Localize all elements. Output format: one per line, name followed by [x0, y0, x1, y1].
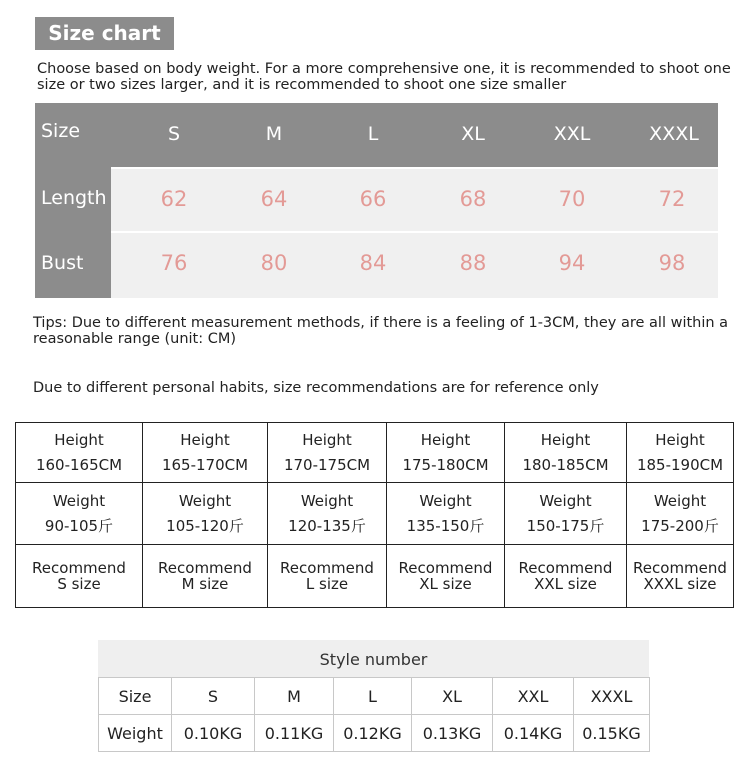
table-row: [99, 678, 650, 715]
size-cell: XXL: [493, 678, 574, 715]
row-divider: [111, 167, 718, 169]
size-cell: XXXL: [574, 678, 650, 715]
row-divider: [111, 231, 718, 233]
weight-cell: Weight 120-135斤: [268, 483, 387, 545]
size-header-cell: S: [167, 123, 181, 145]
size-header-cell: L: [367, 123, 379, 145]
bust-value: 94: [558, 251, 586, 275]
recommendation-table: [15, 422, 734, 608]
table-row: [99, 715, 650, 752]
length-value: 62: [160, 187, 188, 211]
style-number-table: [98, 677, 650, 752]
size-cell: S: [172, 678, 255, 715]
weight-cell: Weight 135-150斤: [387, 483, 505, 545]
height-cell: Height 160-165CM: [16, 423, 143, 483]
weight-cell: 0.14KG: [493, 715, 574, 752]
weight-cell: 0.13KG: [412, 715, 493, 752]
table-row: [16, 423, 734, 483]
length-value: 64: [260, 187, 288, 211]
reference-note: Due to different personal habits, size recommendations are for reference only: [33, 380, 599, 396]
size-chart-title: Size chart: [35, 17, 174, 50]
size-label-cell: Size: [99, 678, 172, 715]
weight-cell: 0.12KG: [334, 715, 412, 752]
bust-value: 76: [160, 251, 188, 275]
length-row-label: Length: [41, 187, 107, 209]
weight-cell: 0.11KG: [255, 715, 334, 752]
weight-cell: 0.10KG: [172, 715, 255, 752]
bust-value: 88: [459, 251, 487, 275]
height-cell: Height 185-190CM: [627, 423, 734, 483]
size-row-label: Size: [35, 103, 111, 167]
height-cell: Height 175-180CM: [387, 423, 505, 483]
bust-row-label: Bust: [41, 252, 84, 274]
intro-text: Choose based on body weight. For a more comprehensive one, it is recommended to shoot one size or two sizes larger, and it is recommended to shoot one size smaller: [37, 61, 731, 93]
style-number-section: [98, 640, 649, 752]
height-cell: Height 180-185CM: [505, 423, 627, 483]
size-header-cell: XL: [461, 123, 485, 145]
table-row: [16, 545, 734, 608]
length-value: 70: [558, 187, 586, 211]
weight-cell: Weight 105-120斤: [143, 483, 268, 545]
length-value: 66: [359, 187, 387, 211]
size-header-cell: XXL: [553, 123, 591, 145]
weight-cell: 0.15KG: [574, 715, 650, 752]
style-number-title: Style number: [98, 640, 649, 677]
recommend-cell: Recommend XXL size: [505, 545, 627, 608]
height-cell: Height 170-175CM: [268, 423, 387, 483]
bust-value: 98: [658, 251, 686, 275]
recommend-cell: Recommend M size: [143, 545, 268, 608]
size-cell: M: [255, 678, 334, 715]
weight-cell: Weight 150-175斤: [505, 483, 627, 545]
size-cell: XL: [412, 678, 493, 715]
size-header-cell: XXXL: [649, 123, 699, 145]
recommend-cell: Recommend XL size: [387, 545, 505, 608]
bust-value: 84: [359, 251, 387, 275]
tips-text: Tips: Due to different measurement methods, if there is a feeling of 1-3CM, they are all within a reasonable range (unit: CM): [33, 315, 729, 347]
recommend-cell: Recommend XXXL size: [627, 545, 734, 608]
length-value: 68: [459, 187, 487, 211]
size-cell: L: [334, 678, 412, 715]
weight-label-cell: Weight: [99, 715, 172, 752]
weight-cell: Weight 175-200斤: [627, 483, 734, 545]
bust-value: 80: [260, 251, 288, 275]
recommend-cell: Recommend S size: [16, 545, 143, 608]
height-cell: Height 165-170CM: [143, 423, 268, 483]
recommend-cell: Recommend L size: [268, 545, 387, 608]
length-value: 72: [658, 187, 686, 211]
table-row: [16, 483, 734, 545]
size-chart-table: [35, 103, 718, 298]
weight-cell: Weight 90-105斤: [16, 483, 143, 545]
size-header-cell: M: [265, 123, 283, 145]
